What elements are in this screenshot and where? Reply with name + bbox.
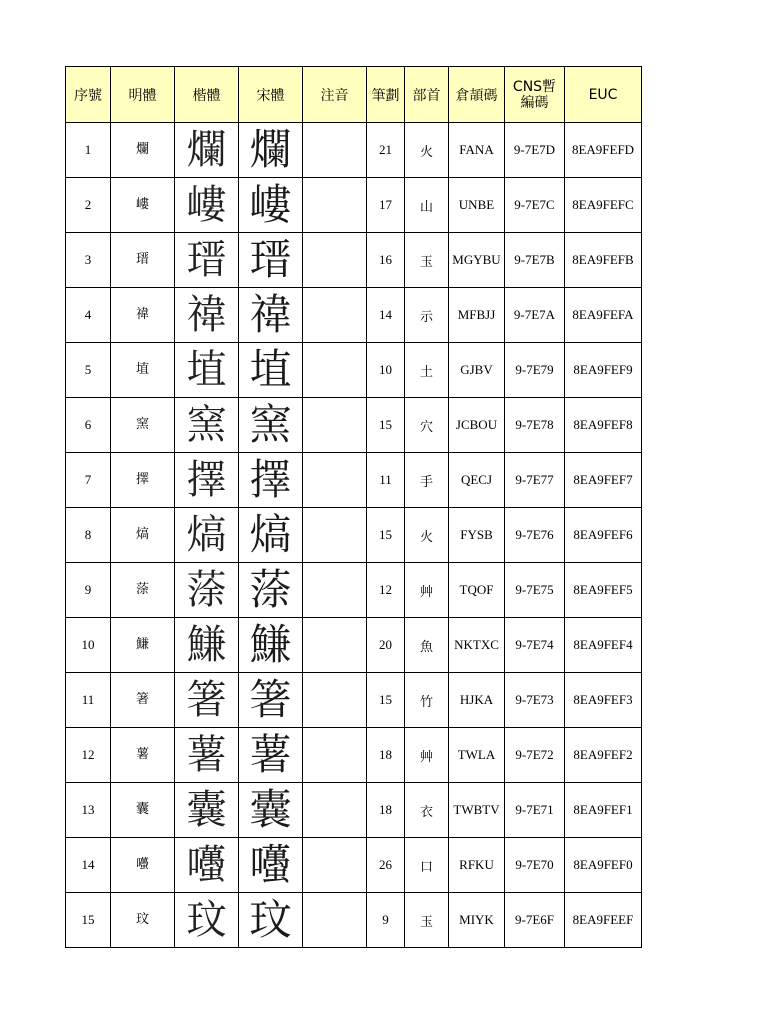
- header-kai: 楷體: [175, 67, 239, 123]
- euc-cell: 8EA9FEF0: [565, 838, 642, 893]
- ming-glyph: 瑨: [111, 233, 175, 288]
- zhuyin-cell: [303, 398, 367, 453]
- header-cangjie: 倉頡碼: [449, 67, 505, 123]
- row-num: 15: [66, 893, 111, 948]
- cangjie-cell: RFKU: [449, 838, 505, 893]
- table-row: [66, 343, 642, 398]
- zhuyin-cell: [303, 618, 367, 673]
- row-num: 13: [66, 783, 111, 838]
- table-row: [66, 398, 642, 453]
- song-glyph: 囊: [239, 783, 303, 838]
- ming-glyph: 鰜: [111, 618, 175, 673]
- row-num: 8: [66, 508, 111, 563]
- cangjie-cell: QECJ: [449, 453, 505, 508]
- strokes-cell: 21: [367, 123, 405, 178]
- radical-cell: 手: [405, 453, 449, 508]
- table-row: [66, 618, 642, 673]
- euc-cell: 8EA9FEF2: [565, 728, 642, 783]
- cangjie-cell: MGYBU: [449, 233, 505, 288]
- euc-cell: 8EA9FEFB: [565, 233, 642, 288]
- kai-glyph: 禕: [175, 288, 239, 343]
- table-row: [66, 123, 642, 178]
- kai-glyph: 熇: [175, 508, 239, 563]
- euc-cell: 8EA9FEF8: [565, 398, 642, 453]
- cns-cell: 9-7E73: [505, 673, 565, 728]
- strokes-cell: 15: [367, 508, 405, 563]
- row-num: 7: [66, 453, 111, 508]
- table-row: [66, 783, 642, 838]
- cns-cell: 9-7E7B: [505, 233, 565, 288]
- radical-cell: 示: [405, 288, 449, 343]
- song-glyph: 瑨: [239, 233, 303, 288]
- kai-glyph: 箸: [175, 673, 239, 728]
- euc-cell: 8EA9FEFC: [565, 178, 642, 233]
- cangjie-cell: GJBV: [449, 343, 505, 398]
- euc-cell: 8EA9FEF1: [565, 783, 642, 838]
- cangjie-cell: TWLA: [449, 728, 505, 783]
- song-glyph: 嶁: [239, 178, 303, 233]
- cangjie-cell: MIYK: [449, 893, 505, 948]
- euc-cell: 8EA9FEF5: [565, 563, 642, 618]
- kai-glyph: 埴: [175, 343, 239, 398]
- zhuyin-cell: [303, 123, 367, 178]
- kai-glyph: 蒤: [175, 563, 239, 618]
- header-cns-line1: CNS暫: [512, 78, 557, 95]
- cangjie-cell: HJKA: [449, 673, 505, 728]
- song-glyph: 禕: [239, 288, 303, 343]
- header-row: [66, 67, 642, 123]
- row-num: 10: [66, 618, 111, 673]
- cns-cell: 9-7E78: [505, 398, 565, 453]
- cangjie-cell: FANA: [449, 123, 505, 178]
- ming-glyph: 薯: [111, 728, 175, 783]
- zhuyin-cell: [303, 233, 367, 288]
- cns-cell: 9-7E77: [505, 453, 565, 508]
- euc-cell: 8EA9FEF3: [565, 673, 642, 728]
- cns-cell: 9-7E72: [505, 728, 565, 783]
- strokes-cell: 16: [367, 233, 405, 288]
- header-strokes: 筆劃: [367, 67, 405, 123]
- zhuyin-cell: [303, 728, 367, 783]
- ming-glyph: 擇: [111, 453, 175, 508]
- euc-cell: 8EA9FEFA: [565, 288, 642, 343]
- song-glyph: 玟: [239, 893, 303, 948]
- radical-cell: 火: [405, 123, 449, 178]
- cangjie-cell: TQOF: [449, 563, 505, 618]
- radical-cell: 魚: [405, 618, 449, 673]
- radical-cell: 衣: [405, 783, 449, 838]
- song-glyph: 埴: [239, 343, 303, 398]
- cns-cell: 9-7E79: [505, 343, 565, 398]
- radical-cell: 艸: [405, 563, 449, 618]
- ming-glyph: 箸: [111, 673, 175, 728]
- song-glyph: 箸: [239, 673, 303, 728]
- kai-glyph: 窯: [175, 398, 239, 453]
- ming-glyph: 蒤: [111, 563, 175, 618]
- table-row: [66, 233, 642, 288]
- cangjie-cell: MFBJJ: [449, 288, 505, 343]
- kai-glyph: 鰜: [175, 618, 239, 673]
- kai-glyph: 囊: [175, 783, 239, 838]
- row-num: 14: [66, 838, 111, 893]
- row-num: 1: [66, 123, 111, 178]
- kai-glyph: 瑨: [175, 233, 239, 288]
- radical-cell: 玉: [405, 893, 449, 948]
- zhuyin-cell: [303, 508, 367, 563]
- zhuyin-cell: [303, 453, 367, 508]
- ming-glyph: 囊: [111, 783, 175, 838]
- song-glyph: 薯: [239, 728, 303, 783]
- row-num: 9: [66, 563, 111, 618]
- table-row: [66, 178, 642, 233]
- header-zhuyin: 注音: [303, 67, 367, 123]
- kai-glyph: 爛: [175, 123, 239, 178]
- row-num: 12: [66, 728, 111, 783]
- zhuyin-cell: [303, 893, 367, 948]
- header-cns: [505, 67, 565, 123]
- song-glyph: 爛: [239, 123, 303, 178]
- song-glyph: 熇: [239, 508, 303, 563]
- cangjie-cell: NKTXC: [449, 618, 505, 673]
- kai-glyph: 囆: [175, 838, 239, 893]
- cangjie-cell: TWBTV: [449, 783, 505, 838]
- header-song: 宋體: [239, 67, 303, 123]
- euc-cell: 8EA9FEFD: [565, 123, 642, 178]
- strokes-cell: 11: [367, 453, 405, 508]
- row-num: 11: [66, 673, 111, 728]
- euc-cell: 8EA9FEF7: [565, 453, 642, 508]
- cns-cell: 9-7E76: [505, 508, 565, 563]
- strokes-cell: 26: [367, 838, 405, 893]
- row-num: 5: [66, 343, 111, 398]
- table-row: [66, 563, 642, 618]
- ming-glyph: 嶁: [111, 178, 175, 233]
- song-glyph: 蒤: [239, 563, 303, 618]
- ming-glyph: 爛: [111, 123, 175, 178]
- strokes-cell: 17: [367, 178, 405, 233]
- kai-glyph: 薯: [175, 728, 239, 783]
- cns-cell: 9-7E70: [505, 838, 565, 893]
- table-row: [66, 288, 642, 343]
- radical-cell: 艸: [405, 728, 449, 783]
- row-num: 4: [66, 288, 111, 343]
- strokes-cell: 18: [367, 728, 405, 783]
- cns-cell: 9-7E74: [505, 618, 565, 673]
- row-num: 6: [66, 398, 111, 453]
- table-row: [66, 508, 642, 563]
- kai-glyph: 嶁: [175, 178, 239, 233]
- ming-glyph: 熇: [111, 508, 175, 563]
- ming-glyph: 禕: [111, 288, 175, 343]
- header-num: 序號: [66, 67, 111, 123]
- strokes-cell: 15: [367, 398, 405, 453]
- header-ming: 明體: [111, 67, 175, 123]
- cns-cell: 9-7E7D: [505, 123, 565, 178]
- strokes-cell: 20: [367, 618, 405, 673]
- zhuyin-cell: [303, 783, 367, 838]
- strokes-cell: 14: [367, 288, 405, 343]
- character-table: [65, 66, 642, 948]
- ming-glyph: 埴: [111, 343, 175, 398]
- radical-cell: 山: [405, 178, 449, 233]
- radical-cell: 竹: [405, 673, 449, 728]
- zhuyin-cell: [303, 288, 367, 343]
- zhuyin-cell: [303, 563, 367, 618]
- strokes-cell: 10: [367, 343, 405, 398]
- strokes-cell: 15: [367, 673, 405, 728]
- radical-cell: 土: [405, 343, 449, 398]
- table-row: [66, 838, 642, 893]
- zhuyin-cell: [303, 343, 367, 398]
- radical-cell: 穴: [405, 398, 449, 453]
- cns-cell: 9-7E7C: [505, 178, 565, 233]
- cns-cell: 9-7E6F: [505, 893, 565, 948]
- song-glyph: 囆: [239, 838, 303, 893]
- strokes-cell: 9: [367, 893, 405, 948]
- strokes-cell: 12: [367, 563, 405, 618]
- header-cns-line2: 編碼: [520, 94, 549, 111]
- zhuyin-cell: [303, 673, 367, 728]
- cangjie-cell: JCBOU: [449, 398, 505, 453]
- cns-cell: 9-7E7A: [505, 288, 565, 343]
- song-glyph: 窯: [239, 398, 303, 453]
- euc-cell: 8EA9FEEF: [565, 893, 642, 948]
- header-euc: EUC: [565, 67, 642, 123]
- table-row: [66, 453, 642, 508]
- cangjie-cell: FYSB: [449, 508, 505, 563]
- song-glyph: 鰜: [239, 618, 303, 673]
- euc-cell: 8EA9FEF9: [565, 343, 642, 398]
- song-glyph: 擇: [239, 453, 303, 508]
- table-row: [66, 728, 642, 783]
- radical-cell: 玉: [405, 233, 449, 288]
- strokes-cell: 18: [367, 783, 405, 838]
- ming-glyph: 玟: [111, 893, 175, 948]
- kai-glyph: 擇: [175, 453, 239, 508]
- row-num: 2: [66, 178, 111, 233]
- kai-glyph: 玟: [175, 893, 239, 948]
- zhuyin-cell: [303, 838, 367, 893]
- row-num: 3: [66, 233, 111, 288]
- euc-cell: 8EA9FEF6: [565, 508, 642, 563]
- ming-glyph: 囆: [111, 838, 175, 893]
- header-radical: 部首: [405, 67, 449, 123]
- cangjie-cell: UNBE: [449, 178, 505, 233]
- cns-cell: 9-7E75: [505, 563, 565, 618]
- zhuyin-cell: [303, 178, 367, 233]
- radical-cell: 口: [405, 838, 449, 893]
- ming-glyph: 窯: [111, 398, 175, 453]
- table-row: [66, 673, 642, 728]
- euc-cell: 8EA9FEF4: [565, 618, 642, 673]
- cns-cell: 9-7E71: [505, 783, 565, 838]
- table-row: [66, 893, 642, 948]
- radical-cell: 火: [405, 508, 449, 563]
